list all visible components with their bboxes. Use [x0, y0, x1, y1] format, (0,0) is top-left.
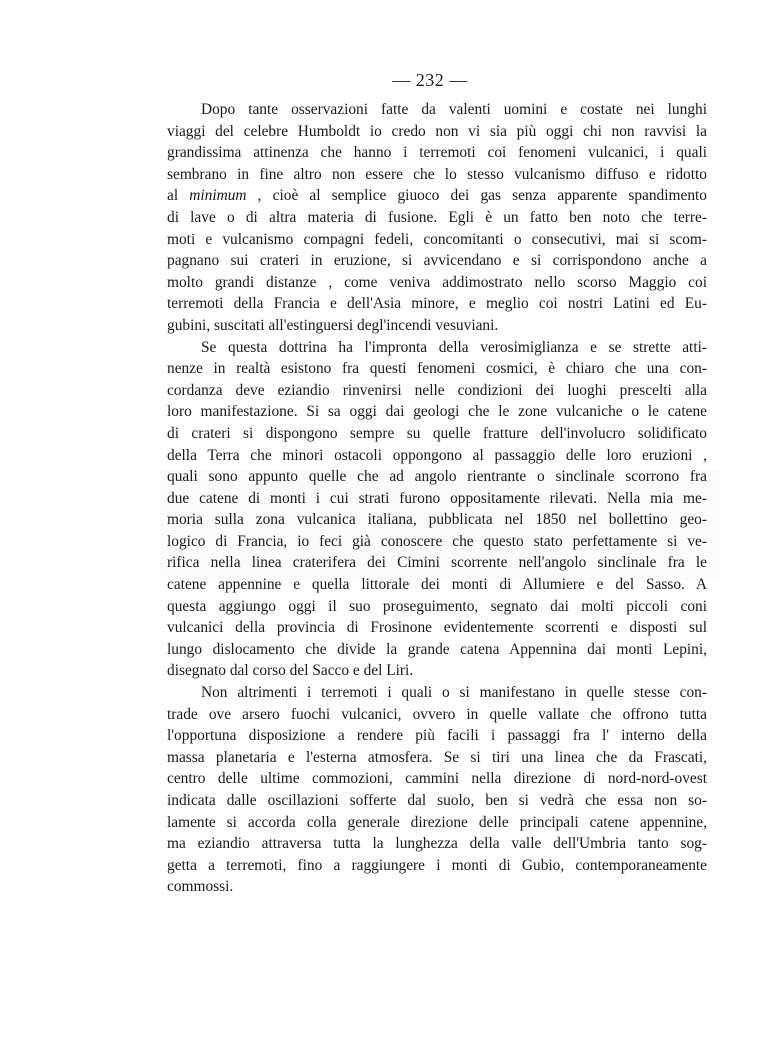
- text-line: loro manifestazione. Si sa oggi dai geologi che le zone vulcaniche o le catene: [167, 403, 707, 421]
- body-text: [167, 99, 707, 898]
- text-line: getta a terremoti, fino a raggiungere i monti di Gubio, contemporaneamente: [167, 856, 707, 874]
- text-line: nenze in realtà esistono fra questi fenomeni cosmici, è chiaro che una con-: [167, 360, 707, 378]
- text-line: della Terra che minori ostacoli oppongono al passaggio delle loro eruzioni ,: [167, 446, 707, 464]
- text-line: due catene di monti i cui strati furono oppositamente rilevati. Nella mia me-: [167, 489, 707, 507]
- text-line: commossi.: [167, 878, 234, 896]
- text-line: trade ove arsero fuochi vulcanici, ovvero in quelle vallate che offrono tutta: [167, 705, 707, 723]
- text-line: Se questa dottrina ha l'impronta della verosimiglianza e se strette atti-: [201, 338, 707, 356]
- text-line: molto grandi distanze , come veniva addimostrato nello scorso Maggio coi: [167, 273, 707, 291]
- text-line: moria sulla zona vulcanica italiana, pubblicata nel 1850 nel bollettino geo-: [167, 511, 707, 529]
- text-line: disegnato dal corso del Sacco e del Liri.: [167, 662, 414, 680]
- text-line: lungo dislocamento che divide la grande catena Appennina dai monti Lepini,: [167, 640, 707, 658]
- text-line: cordanza deve eziandio rinvenirsi nelle condizioni dei luoghi prescelti alla: [167, 381, 707, 399]
- text-line: lamente si accorda colla generale direzione delle principali catene appennine,: [167, 813, 707, 831]
- text-line: terremoti della Francia e dell'Asia minore, e meglio coi nostri Latini ed Eu-: [167, 295, 707, 313]
- text-line: Non altrimenti i terremoti i quali o si manifestano in quelle stesse con-: [201, 684, 707, 702]
- text-line: di lave o di altra materia di fusione. Egli è un fatto ben noto che terre-: [167, 208, 707, 226]
- text-line: quali sono appunto quelle che ad angolo rientrante o sinclinale scorrono fra: [167, 468, 707, 486]
- text-line: di crateri si dispongono sempre su quelle fratture dell'involucro solidificato: [167, 424, 707, 442]
- text-line: pagnano sui crateri in eruzione, si avvicendano e si corrispondono anche a: [167, 252, 707, 270]
- text-line: centro delle ultime commozioni, cammini nella direzione di nord-nord-ovest: [167, 770, 707, 788]
- text-line: gubini, suscitati all'estinguersi degl'incendi vesuviani.: [167, 316, 499, 334]
- text-line: logico di Francia, io feci già conoscere che questo stato perfettamente si ve-: [167, 532, 707, 550]
- text-line: vulcanici della provincia di Frosinone evidentemente scorrenti e disposti sul: [167, 619, 707, 637]
- text-line: indicata dalle oscillazioni sofferte dal suolo, ben si vedrà che essa non so-: [167, 792, 707, 809]
- text-line: l'opportuna disposizione a rendere più facili i passaggi fra l' interno della: [167, 727, 707, 745]
- text-line: moti e vulcanismo compagni fedeli, concomitanti o consecutivi, mai si scom-: [167, 230, 707, 248]
- text-line: Dopo tante osservazioni fatte da valenti uomini e costate nei lunghi: [201, 101, 707, 118]
- text-line: questa aggiungo oggi il suo proseguimento, segnato dai molti piccoli coni: [167, 597, 707, 615]
- text-line: al minimum , cioè al semplice giuoco dei gas senza apparente spandimento: [167, 187, 707, 205]
- text-line: sembrano in fine altro non essere che lo stesso vulcanismo diffuso e ridotto: [167, 165, 707, 183]
- text-line: viaggi del celebre Humboldt io credo non vi sia più oggi chi non ravvisi la: [167, 122, 707, 140]
- page-number: — 232 —: [392, 70, 468, 90]
- text-line: ma eziandio attraversa tutta la lunghezza della valle dell'Umbria tanto sog-: [167, 835, 707, 853]
- text-line: massa planetaria e l'esterna atmosfera. Se si tiri una linea che da Frascati,: [167, 748, 707, 766]
- text-line: rifica nella linea craterifera dei Cimini scorrente nell'angolo sinclinale fra le: [167, 554, 707, 572]
- text-line: catene appennine e quella littorale dei monti di Allumiere e del Sasso. A: [167, 576, 707, 594]
- text-line: grandissima attinenza che hanno i terremoti coi fenomeni vulcanici, i quali: [167, 144, 707, 162]
